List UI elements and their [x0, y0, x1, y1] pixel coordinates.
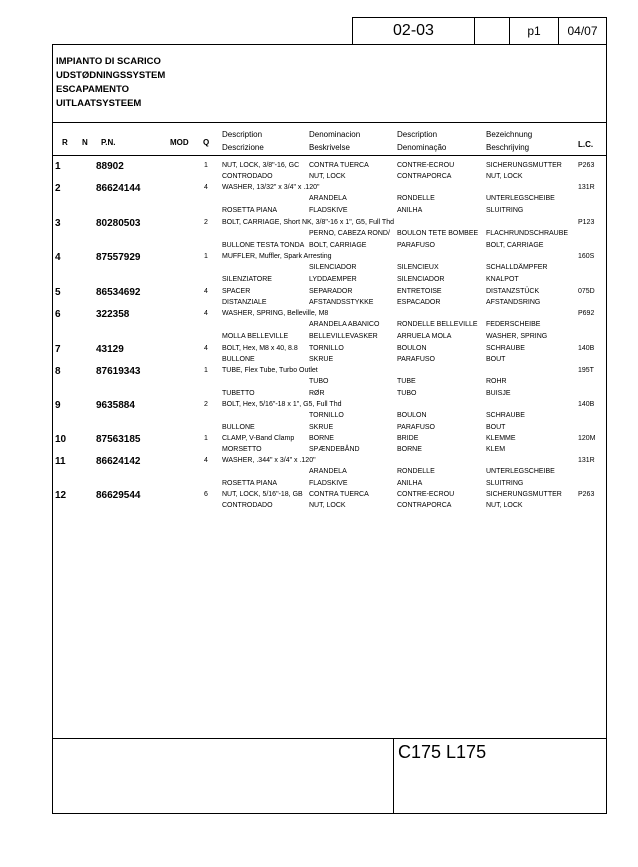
quantity: 4: [204, 457, 208, 464]
description-text: KLEM: [486, 446, 506, 454]
description-text: ANILHA: [397, 479, 423, 487]
description-text: SCHALLDÄMPFER: [486, 264, 548, 272]
title-es: ESCAPAMENTO: [56, 84, 130, 95]
description-text: CONTRE-ECROU: [397, 491, 455, 498]
description-text: NUT, LOCK: [309, 502, 346, 510]
description-text: NUT, LOCK, 3/8"-16, GC: [222, 162, 300, 169]
description-text: CONTRAPORCA: [397, 502, 452, 510]
description-text: BORNE: [309, 435, 334, 442]
description-text: BOLT, Hex, M8 x 40, 8.8: [222, 345, 298, 352]
row-ref: 7: [55, 344, 61, 355]
quantity: 4: [204, 288, 208, 295]
location-code: P263: [578, 491, 595, 498]
titles-divider: [52, 122, 607, 123]
quantity: 2: [204, 401, 208, 408]
description-text: NUT, LOCK: [486, 502, 523, 510]
description-text: RONDELLE BELLEVILLE: [397, 321, 478, 329]
location-code: P692: [578, 310, 595, 317]
col-desc-es-line1: Denominacion: [309, 130, 361, 139]
description-text: AFSTANDSRING: [486, 299, 541, 307]
title-da: UDSTØDNINGSSYSTEM: [56, 70, 166, 81]
description-text: DISTANZIALE: [222, 299, 267, 307]
description-text: ROSETTA PIANA: [222, 479, 278, 487]
location-code: 075D: [578, 288, 595, 295]
description-text: ANILHA: [397, 206, 423, 214]
description-text: RONDELLE: [397, 195, 435, 203]
description-text: SILENCIEUX: [397, 264, 439, 272]
quantity: 2: [204, 219, 208, 226]
quantity: 4: [204, 184, 208, 191]
header-divider: [52, 155, 607, 156]
quantity: 1: [204, 367, 208, 374]
col-desc-de: [486, 128, 532, 154]
description-text: NUT, LOCK: [486, 173, 523, 181]
part-number: 86629544: [96, 490, 141, 501]
description-text: PARAFUSO: [397, 423, 435, 431]
description-text: BOULON: [397, 345, 427, 352]
part-number: 86624142: [96, 456, 141, 467]
part-number: 9635884: [96, 400, 135, 411]
location-code: 131R: [578, 457, 595, 464]
col-desc-es: [309, 128, 360, 154]
row-ref: 2: [55, 183, 61, 194]
description-text: ARANDELA: [309, 195, 347, 203]
quantity: 4: [204, 345, 208, 352]
description-text: WASHER, SPRING: [486, 332, 548, 340]
quantity: 4: [204, 310, 208, 317]
description-text: TUBO: [397, 389, 417, 397]
col-desc-de-line1: Bezeichnung: [486, 130, 533, 139]
description-text: SPÆNDEBÅND: [309, 446, 360, 454]
description-text: BOULON TETE BOMBEE: [397, 230, 479, 238]
description-text: NUT, LOCK: [309, 173, 346, 181]
description-text: SLUITRING: [486, 206, 524, 214]
location-code: 140B: [578, 345, 595, 352]
col-r: R: [62, 138, 68, 147]
row-ref: 11: [55, 456, 66, 467]
description-text: ARANDELA: [309, 468, 347, 476]
row-ref: 5: [55, 287, 61, 298]
col-mod: MOD: [170, 138, 189, 147]
description-text: CONTRE-ECROU: [397, 162, 455, 169]
description-text: TUBE, Flex Tube, Turbo Outlet: [222, 367, 318, 374]
part-number: 80280503: [96, 218, 141, 229]
col-desc-en: [222, 128, 264, 154]
section-titles: [56, 55, 165, 111]
description-text: MUFFLER, Muffler, Spark Arresting: [222, 253, 332, 260]
description-text: KLEMME: [486, 435, 516, 442]
description-text: DISTANZSTÜCK: [486, 288, 540, 295]
description-text: CONTRODADO: [222, 502, 273, 510]
description-text: RØR: [309, 389, 325, 397]
description-text: SLUITRING: [486, 479, 524, 487]
col-desc-de-line2: Beschrijving: [486, 143, 530, 152]
description-text: LYDDAEMPER: [309, 275, 357, 283]
description-text: WASHER, 13/32" x 3/4" x .120": [222, 184, 320, 191]
footer-divider: [52, 738, 607, 739]
description-text: SICHERUNGSMUTTER: [486, 162, 562, 169]
description-text: FLADSKIVE: [309, 479, 348, 487]
description-text: AFSTANDSSTYKKE: [309, 299, 374, 307]
col-q: Q: [203, 138, 210, 147]
description-text: MORSETTO: [222, 446, 262, 454]
description-text: BULLONE TESTA TONDA: [222, 241, 305, 249]
col-desc-es-line2: Beskrivelse: [309, 143, 350, 152]
part-number: 87557929: [96, 252, 141, 263]
description-text: FLADSKIVE: [309, 206, 348, 214]
header-blank-cell: [474, 17, 510, 44]
description-text: ARRUELA MOLA: [397, 332, 452, 340]
description-text: BELLEVILLEVASKER: [309, 332, 378, 340]
revision-date: 04/07: [558, 17, 607, 44]
description-text: SICHERUNGSMUTTER: [486, 491, 562, 498]
description-text: CONTRAPORCA: [397, 173, 452, 181]
col-desc-fr-line2: Denominação: [397, 143, 447, 152]
row-ref: 6: [55, 309, 61, 320]
description-text: SCHRAUBE: [486, 345, 525, 352]
description-text: SEPARADOR: [309, 288, 353, 295]
description-text: BULLONE: [222, 356, 255, 364]
part-number: 322358: [96, 309, 130, 320]
description-text: TUBO: [309, 378, 329, 386]
description-text: RONDELLE: [397, 468, 435, 476]
description-text: ENTRETOISE: [397, 288, 442, 295]
location-code: 160S: [578, 253, 595, 260]
model-label: C175 L175: [398, 742, 487, 762]
description-text: PARAFUSO: [397, 241, 435, 249]
description-text: BOULON: [397, 412, 427, 420]
description-text: SPACER: [222, 288, 251, 295]
title-it: IMPIANTO DI SCARICO: [56, 56, 161, 67]
description-text: WASHER, SPRING, Belleville, M8: [222, 310, 329, 317]
quantity: 1: [204, 253, 208, 260]
description-text: BOLT, CARRIAGE: [486, 241, 544, 249]
description-text: BRIDE: [397, 435, 419, 442]
part-number: 86534692: [96, 287, 141, 298]
row-ref: 8: [55, 366, 61, 377]
col-pn: P.N.: [101, 138, 116, 147]
row-ref: 10: [55, 434, 67, 445]
col-desc-en-line2: Descrizione: [222, 143, 264, 152]
description-text: SILENCIADOR: [309, 264, 357, 272]
part-number: 88902: [96, 161, 124, 172]
col-lc: L.C.: [578, 140, 594, 149]
row-ref: 9: [55, 400, 61, 411]
page-code: 02-03: [352, 17, 475, 44]
part-number: 86624144: [96, 183, 141, 194]
description-text: ESPACADOR: [397, 299, 441, 307]
quantity: 1: [204, 162, 208, 169]
description-text: TORNILLO: [309, 345, 344, 352]
description-text: WASHER, .344" x 3/4" x .120": [222, 457, 316, 464]
description-text: CONTRA TUERCA: [309, 491, 369, 498]
description-text: ARANDELA ABANICO: [309, 321, 380, 329]
description-text: SILENCIADOR: [397, 275, 445, 283]
description-text: NUT, LOCK, 5/16"-18, GB: [222, 491, 303, 498]
part-number: 87619343: [96, 366, 141, 377]
description-text: BOUT: [486, 423, 506, 431]
location-code: 195T: [578, 367, 594, 374]
location-code: P123: [578, 219, 595, 226]
row-ref: 1: [55, 161, 61, 172]
description-text: CONTRODADO: [222, 173, 273, 181]
description-text: ROHR: [486, 378, 507, 386]
description-text: SKRUE: [309, 356, 334, 364]
part-number: 43129: [96, 344, 124, 355]
description-text: PARAFUSO: [397, 356, 435, 364]
col-desc-en-line1: Description: [222, 130, 263, 139]
col-desc-fr-line1: Description: [397, 130, 438, 139]
description-text: FEDERSCHEIBE: [486, 321, 541, 329]
description-text: CONTRA TUERCA: [309, 162, 369, 169]
quantity: 6: [204, 491, 208, 498]
description-text: TUBETTO: [222, 389, 255, 397]
description-text: MOLLA BELLEVILLE: [222, 332, 289, 340]
description-text: TORNILLO: [309, 412, 344, 420]
part-number: 87563185: [96, 434, 141, 445]
description-text: UNTERLEGSCHEIBE: [486, 468, 555, 476]
location-code: 140B: [578, 401, 595, 408]
page-number: p1: [509, 17, 559, 44]
row-ref: 4: [55, 252, 61, 263]
description-text: PERNO, CABEZA ROND/: [309, 230, 390, 238]
row-ref: 3: [55, 218, 61, 229]
description-text: ROSETTA PIANA: [222, 206, 278, 214]
title-nl: UITLAATSYSTEEM: [56, 98, 142, 109]
description-text: TUBE: [397, 378, 416, 386]
description-text: FLACHRUNDSCHRAUBE: [486, 230, 569, 238]
description-text: BOLT, CARRIAGE, Short NK, 3/8"-16 x 1", G5, Full Thd: [222, 219, 394, 226]
description-text: BOLT, CARRIAGE: [309, 241, 367, 249]
location-code: P263: [578, 162, 595, 169]
description-text: SILENZIATORE: [222, 275, 272, 283]
location-code: 131R: [578, 184, 595, 191]
description-text: BUISJE: [486, 389, 511, 397]
description-text: SCHRAUBE: [486, 412, 525, 420]
description-text: BOUT: [486, 356, 506, 364]
description-text: UNTERLEGSCHEIBE: [486, 195, 555, 203]
quantity: 1: [204, 435, 208, 442]
description-text: BULLONE: [222, 423, 255, 431]
description-text: BORNE: [397, 446, 422, 454]
row-ref: 12: [55, 490, 67, 501]
description-text: CLAMP, V-Band Clamp: [222, 435, 295, 442]
col-desc-fr: [397, 128, 446, 154]
description-text: BOLT, Hex, 5/16"-18 x 1", G5, Full Thd: [222, 401, 342, 408]
description-text: SKRUE: [309, 423, 334, 431]
col-n: N: [82, 138, 88, 147]
description-text: KNALPOT: [486, 275, 519, 283]
location-code: 120M: [578, 435, 596, 442]
